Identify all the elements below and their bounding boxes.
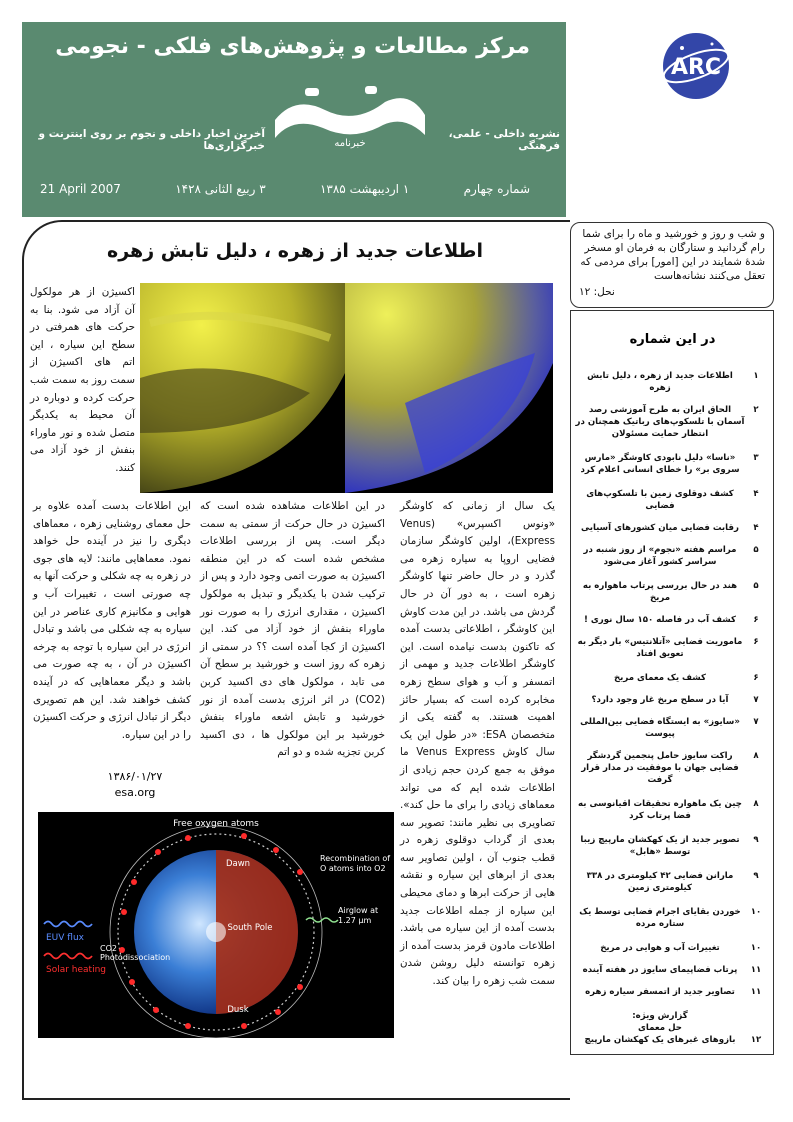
toc-item[interactable] (575, 870, 767, 894)
toc-item[interactable] (575, 488, 767, 512)
toc-item[interactable] (575, 522, 767, 534)
toc-item[interactable] (575, 750, 767, 786)
label-dusk: Dusk (227, 1005, 249, 1015)
toc-item-title: ماموریت فضایی «آتلانتیس» بار دیگر به تعویق افتاد (577, 637, 743, 659)
toc-item[interactable] (575, 636, 767, 660)
toc-item[interactable] (575, 614, 767, 626)
toc-item[interactable] (575, 964, 767, 976)
date-hijri: ۳ ربیع الثانی ۱۴۲۸ (175, 182, 266, 196)
toc-item-title: «سایوز» به ایستگاه فضایی بین‌المللی پیوست (580, 717, 740, 739)
toc-item-title: «ناسا» دلیل نابودی کاوشگر «مارس سروی بر» را خطای انسانی اعلام کرد (580, 453, 740, 475)
toc-item[interactable] (575, 834, 767, 858)
article-title: اطلاعات جدید از زهره ، دلیل تابش زهره (107, 240, 483, 262)
arc-logo-text: ARC (670, 55, 722, 80)
toc-item-page: ۱ (753, 371, 759, 381)
toc-item[interactable] (575, 544, 767, 568)
toc-item-page: ۱۱ (750, 965, 762, 975)
venus-image-blue (345, 283, 553, 493)
toc-title: در این شماره (629, 332, 716, 347)
article-column-2: در این اطلاعات مشاهده شده است که اکسیژن در حال حرکت از سمتی به سمت دیگر است. پس از بررسی اطلاعات مشخص شده است که در این منطقه اکسیژن به صورت اتمی وجود دارد و پس از ترکیب شدن با یکدیگر و تبدیل به مولکول اکسیژن ، مقداری انرژی را به صورت نور ماوراء بنفش از خود آزاد می کند. این اکسیژن از کجا آمده است ؟؟ در سمتی از زهره که روز است و خورشید بر سطح آن می تابد ، مولکول های دی اکسید کربن (CO2) در اثر انرژی بدست آمده از نور خورشید و تابش اشعه ماوراء بنفش خورشید بر این مولکول ها ، دی اکسید کربن تجزیه شده و دو اتم (200, 500, 385, 759)
toc-item-title: اطلاعات جدید از زهره ، دلیل تابش زهره (587, 371, 733, 393)
toc-item-page: ۵ (753, 581, 759, 591)
toc-item[interactable] (575, 694, 767, 706)
newsletter-logo (265, 80, 435, 150)
arc-logo (660, 30, 732, 102)
toc-item-page: ۶ (753, 673, 759, 683)
issue-number: شماره چهارم (463, 182, 530, 196)
toc-item-page: ۵ (753, 545, 759, 555)
toc-list (575, 370, 767, 1008)
toc-item-title: رقابت فضایی میان کشورهای آسیایی (581, 523, 739, 533)
toc-item-page: ۱۰ (750, 907, 762, 917)
toc-item-page: ۶ (753, 615, 759, 625)
toc-item-title: هند در حال بررسی پرتاب ماهواره به مریخ (582, 581, 738, 603)
date-persian: ۱ اردیبهشت ۱۳۸۵ (319, 182, 410, 196)
toc-item[interactable] (575, 580, 767, 604)
toc-item-title: تغییرات آب و هوایی در مریخ (600, 943, 720, 953)
toc-item-page: ۸ (753, 799, 759, 809)
toc-item-page: ۷ (753, 695, 759, 705)
toc-item-title: کشف آب در فاصله ۱۵۰ سال نوری ! (584, 615, 736, 625)
issue-line (40, 182, 530, 196)
toc-item-title: چین یک ماهواره تحقیقات اقیانوسی به فضا پرتاب کرد (578, 799, 742, 821)
toc-item[interactable] (575, 672, 767, 684)
toc-item-title: تصویر جدید از یک کهکشان مارپیچ زیبا توسط «هابل» (580, 835, 740, 857)
toc-item-page: ۹ (753, 835, 759, 845)
label-euv: EUV flux (46, 933, 84, 943)
toc-item[interactable] (575, 716, 767, 740)
toc-item[interactable] (575, 452, 767, 476)
toc-special-report (575, 1010, 767, 1046)
toc-item[interactable] (575, 370, 767, 394)
toc-item-page: ۴ (753, 489, 759, 499)
venus-oxygen-diagram (38, 812, 394, 1038)
header-subtitle-left: آخرین اخبار داخلی و نجوم بر روی اینترنت و خبرگزاری‌ها (38, 128, 265, 152)
toc-item[interactable] (575, 942, 767, 954)
article-column-1: یک سال از زمانی که کاوشگر «ونوس اکسپرس» (Venus Express)، اولین کاوشگر سازمان فضایی اروپا به سیاره زهره می گذرد و در حال حاضر تنها کاوشگر زهره است ، به دور آن در حال گردش می باشد. در این مدت کاوش این کاوشگر ، اطلاعاتی بدست آمده که تاکنون بدست نیامده است. این کاوشگر اطلاعات جدید و مهمی از اتمسفر و آب و هوای سطح زهره مخابره کرده است که بسیار حائز اهمیت هستند. به گفته یکی از متخصصان ESA: «در طول این یک سال کاوش Venus Express ما موفق به جمع کردن حجم زیادی از اطلاعات شده ایم که می تواند معماهای زیادی را برای ما حل کند». تصاویری بی نظیر مانند: تصویر سه بعدی از گرداب دوقلوی زهره در قطب جنوب آن ، اولین تصاویر سه بعدی از ابرهای این سیاره و نقشه هایی از حرکت ابرها و دمای محیطی این سیاره از جمله اطلاعات جدید بدست آمده از این سیاره می باشد. اطلاعات مادون قرمز بدست آمده از زهره توانسته دلیل روشن شدن سمت شب زهره را بیان کند. (400, 500, 555, 988)
toc-item-page: ۶ (753, 637, 759, 647)
header-subtitle-right: نشریه داخلی - علمی، فرهنگی (448, 128, 560, 152)
toc-item-title: کشف دوقلوی زمین با تلسکوپ‌های فضایی (586, 489, 734, 511)
quote-text: و شب و روز و خورشید و ماه را برای شما رام گردانید و ستارگان به فرمان او مسخر شدهٔ شمایند در این [امور] برای مردمی که تعقل می‌کنند نشانه‌هاست (580, 228, 765, 282)
toc-item-page: ۴ (753, 523, 759, 533)
toc-item-page: ۲ (753, 405, 759, 415)
toc-item-page: ۱۱ (750, 987, 762, 997)
toc-special-page: ۱۲ (750, 1035, 762, 1045)
label-recombination: Recombination of O atoms into O2 (320, 854, 391, 873)
toc-item-title: خوردن بقایای اجرام فضایی توسط یک ستاره مرده (579, 907, 741, 929)
toc-item-page: ۱۰ (750, 943, 762, 953)
toc-item-title: آیا در سطح مریخ غار وجود دارد؟ (591, 695, 729, 705)
toc-item-page: ۸ (753, 751, 759, 761)
toc-item-title: کشف یک معمای مریخ (613, 673, 707, 683)
toc-item-title: تصاویر جدید از اتمسفر سیاره زهره (585, 987, 735, 997)
article-column-3: این اطلاعات بدست آمده علاوه بر حل معمای روشنایی زهره ، معماهای دیگری را نیز در آینده حل خواهد نمود. معماهایی مانند: لایه های جوی در زهره به چه شکلی و حرکت آنها به چه صورتی است ، تغییرات آب و هوایی و مکانیزم کاری عناصر در این سیاره به چه شکلی می باشد و تبادل انرژی در این سیاره با توجه به چرخه اکسیژن در آن ، به چه صورت می باشد و دیگر معماهایی که در آینده کشف خواهند شد. این هم تصویری دیگر از تبادل انرژی و حرکت اکسیژن را در این سیاره. (33, 500, 191, 741)
label-solar: Solar heating (46, 965, 106, 975)
toc-item-page: ۳ (753, 453, 759, 463)
toc-special-heading: گزارش ویژه: (632, 1011, 688, 1021)
org-title: مرکز مطالعات و پژوهش‌های فلکی - نجومی (55, 34, 530, 59)
toc-item-page: ۹ (753, 871, 759, 881)
article-top-text: اکسیژن از هر مولکول آن آزاد می شود. بنا به حرکت های همرفتی در سطح این سیاره ، این اتم های اکسیژن از سمت روز به سمت شب حرکت کرده و دوباره در آن محیط به یکدیگر متصل شده و نور ماوراء بنفش از خود آزاد می کنند. (30, 286, 135, 474)
toc-item-page: ۷ (753, 717, 759, 727)
quote-box (570, 222, 774, 308)
toc-item[interactable] (575, 986, 767, 998)
toc-item-title: مارانن فضایی ۴۲ کیلومتری در ۳۳۸ کیلومتری زمین (586, 871, 734, 893)
article-date: ۱۳۸۶/۰۱/۲۷ (107, 770, 163, 783)
toc-item[interactable] (575, 404, 767, 440)
logo-text: خبرنامه (334, 138, 366, 149)
toc-special-item[interactable] (575, 1010, 767, 1046)
toc-item[interactable] (575, 906, 767, 930)
toc-item-title: راکت سایوز حامل پنجمین گردشگر فضایی جهان با موفقیت در مدار قرار گرفت (581, 751, 739, 785)
toc-item-title: مراسم هفته «نجوم» از روز شنبه در سراسر کشور آغاز می‌شود (583, 545, 737, 567)
label-dawn: Dawn (225, 859, 251, 869)
date-gregorian: 21 April 2007 (40, 182, 121, 196)
toc-special-line2: بازوهای غبرهای یک کهکشان مارپیچ (584, 1035, 736, 1045)
article-source: esa.org (114, 786, 156, 799)
venus-image-yellow (140, 283, 345, 493)
toc-special-line1: حل معمای (638, 1023, 682, 1033)
label-free-oxygen: Free oxygen atoms (173, 819, 259, 829)
toc-item-title: الحاق ایران به طرح آموزشی رصد آسمان با تلسکوپ‌های رباتیک همچنان در انتظار حمایت مسئولان (575, 405, 745, 439)
toc-item-title: پرتاب فضاپیمای سایوز در هفته آینده (582, 965, 738, 975)
toc-item[interactable] (575, 798, 767, 822)
label-airglow: Airglow at 1.27 µm (338, 906, 379, 925)
label-co2: CO2 Photodissociation (100, 944, 170, 962)
label-south-pole: South Pole (227, 923, 273, 933)
quote-source: نحل: ۱۲ (579, 286, 615, 298)
